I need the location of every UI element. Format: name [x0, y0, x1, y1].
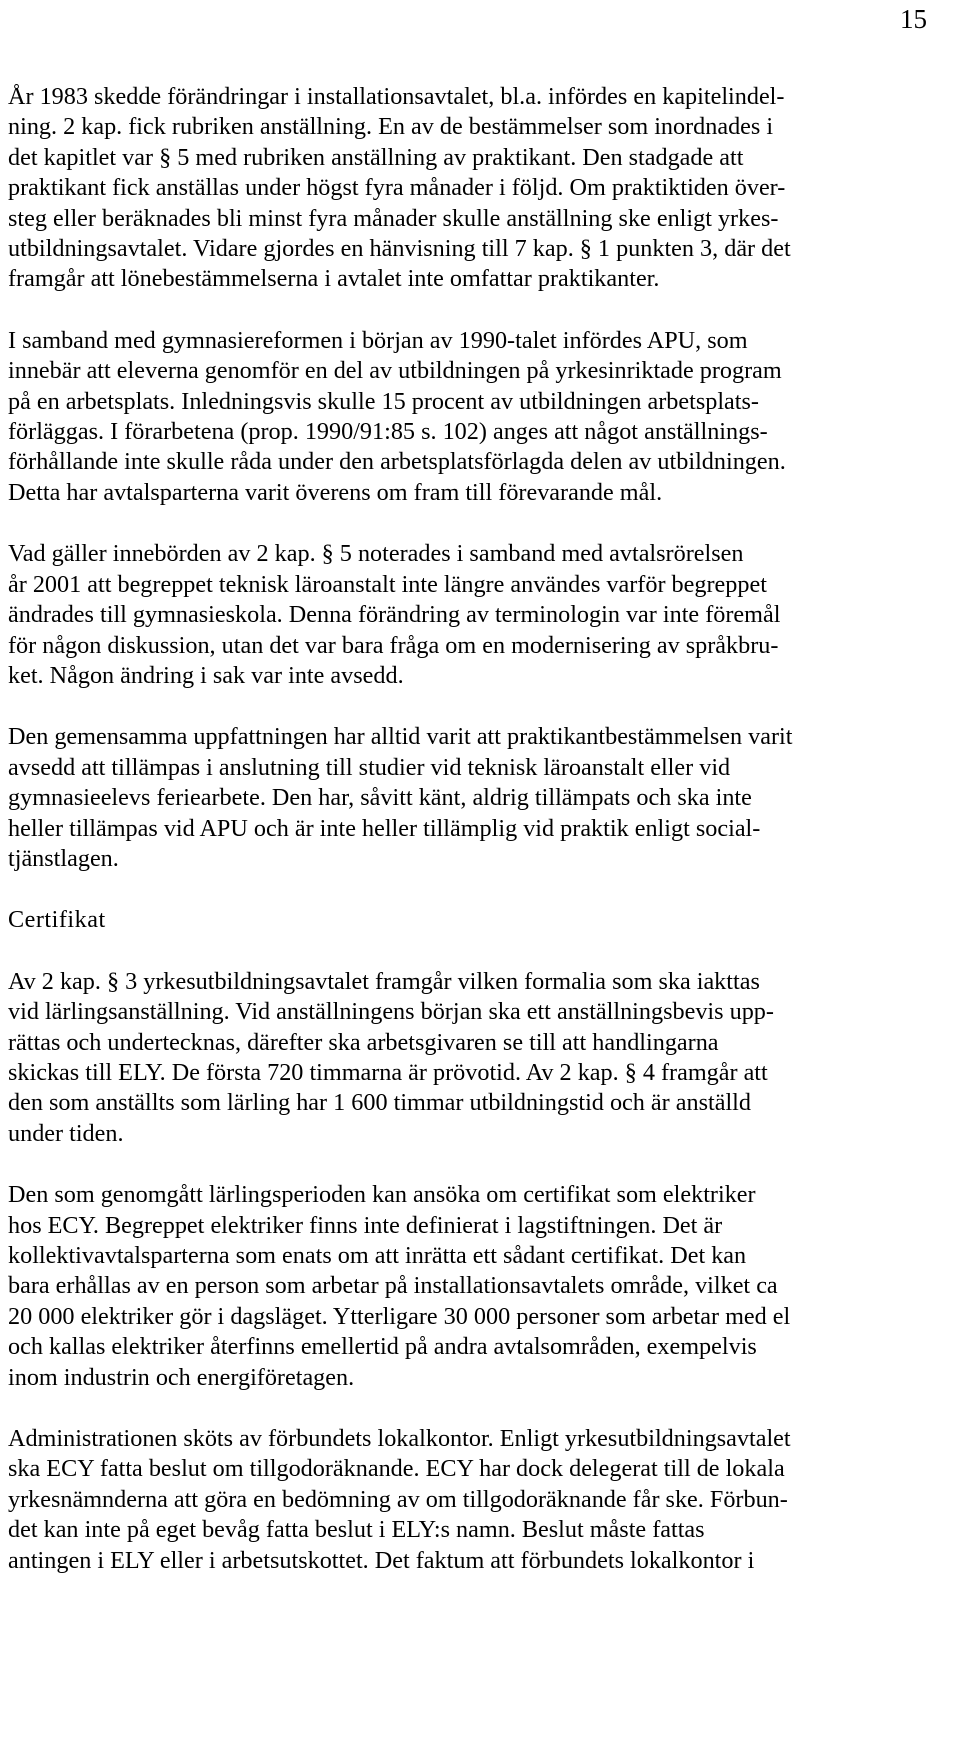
text-line: tjänstlagen. [8, 844, 119, 872]
text-line: heller tillämpas vid APU och är inte heller tillämplig vid praktik enligt social- [8, 814, 761, 842]
text-line: ska ECY fatta beslut om tillgodoräknande. ECY har dock delegerat till de lokala [8, 1455, 785, 1483]
text-line: innebär att eleverna genomför en del av utbildningen på yrkesinriktade program [8, 357, 782, 385]
text-line: framgår att lönebestämmelserna i avtalet inte omfattar praktikanter. [8, 265, 660, 293]
text-line: under tiden. [8, 1119, 124, 1147]
text-line: antingen i ELY eller i arbetsutskottet. Det faktum att förbundets lokalkontor i [8, 1546, 755, 1574]
text-line: praktikant fick anställas under högst fyra månader i följd. Om praktiktiden över- [8, 174, 786, 202]
text-line: förläggas. I förarbetena (prop. 1990/91:85 s. 102) anges att något anställnings- [8, 418, 768, 446]
text-line: år 2001 att begreppet teknisk läroanstalt inte längre användes varför begreppet [8, 570, 767, 598]
text-line: År 1983 skedde förändringar i installationsavtalet, bl.a. infördes en kapitelindel- [8, 83, 785, 110]
text-line: Vad gäller innebörden av 2 kap. § 5 noterades i samband med avtalsrörelsen [8, 540, 744, 568]
text-line: ket. Någon ändring i sak var inte avsedd. [8, 661, 404, 689]
text-line: skickas till ELY. De första 720 timmarna är prövotid. Av 2 kap. § 4 framgår att [8, 1058, 768, 1086]
text-line: vid lärlingsanställning. Vid anställningens början ska ett anställningsbevis upp- [8, 998, 774, 1026]
text-line: den som anställts som lärling har 1 600 timmar utbildningstid och är anställd [8, 1089, 751, 1117]
text-line: ning. 2 kap. fick rubriken anställning. En av de bestämmelser som inordnades i [8, 113, 774, 141]
text-line: det kan inte på eget bevåg fatta beslut i ELY:s namn. Beslut måste fattas [8, 1516, 705, 1544]
text-line: bara erhållas av en person som arbetar på installationsavtalets område, vilket ca [8, 1272, 778, 1300]
paragraph-apprentice-formalia [8, 967, 943, 1149]
text-line: 20 000 elektriker gör i dagsläget. Ytterligare 30 000 personer som arbetar med el [8, 1302, 791, 1330]
text-line: på en arbetsplats. Inledningsvis skulle 15 procent av utbildningen arbetsplats- [8, 387, 759, 415]
text-line: Den som genomgått lärlingsperioden kan ansöka om certifikat som elektriker [8, 1181, 756, 1209]
text-line: och kallas elektriker återfinns emellertid på andra avtalsområden, exempelvis [8, 1333, 757, 1361]
text-line: Administrationen sköts av förbundets lokalkontor. Enligt yrkesutbildningsavtalet [8, 1425, 791, 1453]
text-line: det kapitlet var § 5 med rubriken anställning av praktikant. Den stadgade att [8, 143, 744, 171]
text-line: gymnasieelevs feriearbete. Den har, såvitt känt, aldrig tillämpats och ska inte [8, 784, 752, 812]
text-line: Den gemensamma uppfattningen har alltid varit att praktikantbestämmelsen varit [8, 723, 793, 751]
text-line: I samband med gymnasiereformen i början av 1990-talet infördes APU, som [8, 326, 748, 354]
text-line: förhållande inte skulle råda under den arbetsplatsförlagda delen av utbildningen. [8, 448, 786, 476]
section-heading: Certifikat [8, 906, 106, 934]
paragraph-apu-reform [8, 326, 943, 508]
text-line: rättas och undertecknas, därefter ska arbetsgivaren se till att handlingarna [8, 1028, 719, 1056]
document-body [8, 82, 943, 1607]
paragraph-installation-history [8, 82, 943, 295]
page-number: 15 [900, 4, 927, 34]
text-line: för någon diskussion, utan det var bara fråga om en modernisering av språkbru- [8, 631, 779, 659]
text-line: inom industrin och energiföretagen. [8, 1363, 355, 1391]
text-line: Detta har avtalsparterna varit överens om fram till förevarande mål. [8, 478, 663, 506]
text-line: yrkesnämnderna att göra en bedömning av om tillgodoräknande får ske. Förbun- [8, 1485, 788, 1513]
text-line: ändrades till gymnasieskola. Denna förändring av terminologin var inte föremål [8, 601, 781, 629]
text-line: steg eller beräknades bli minst fyra månader skulle anställning ske enligt yrkes- [8, 204, 779, 232]
paragraph-terminology-change [8, 539, 943, 691]
text-line: avsedd att tillämpas i anslutning till studier vid teknisk läroanstalt eller vid [8, 753, 731, 781]
paragraph-certificate [8, 1180, 943, 1393]
text-line: hos ECY. Begreppet elektriker finns inte definierat i lagstiftningen. Det är [8, 1211, 723, 1239]
text-line: Av 2 kap. § 3 yrkesutbildningsavtalet framgår vilken formalia som ska iakttas [8, 967, 760, 995]
paragraph-common-understanding [8, 722, 943, 874]
text-line: kollektivavtalsparterna som enats om att inrätta ett sådant certifikat. Det kan [8, 1242, 747, 1269]
text-line: utbildningsavtalet. Vidare gjordes en hänvisning till 7 kap. § 1 punkten 3, där det [8, 235, 791, 263]
paragraph-administration [8, 1424, 943, 1576]
